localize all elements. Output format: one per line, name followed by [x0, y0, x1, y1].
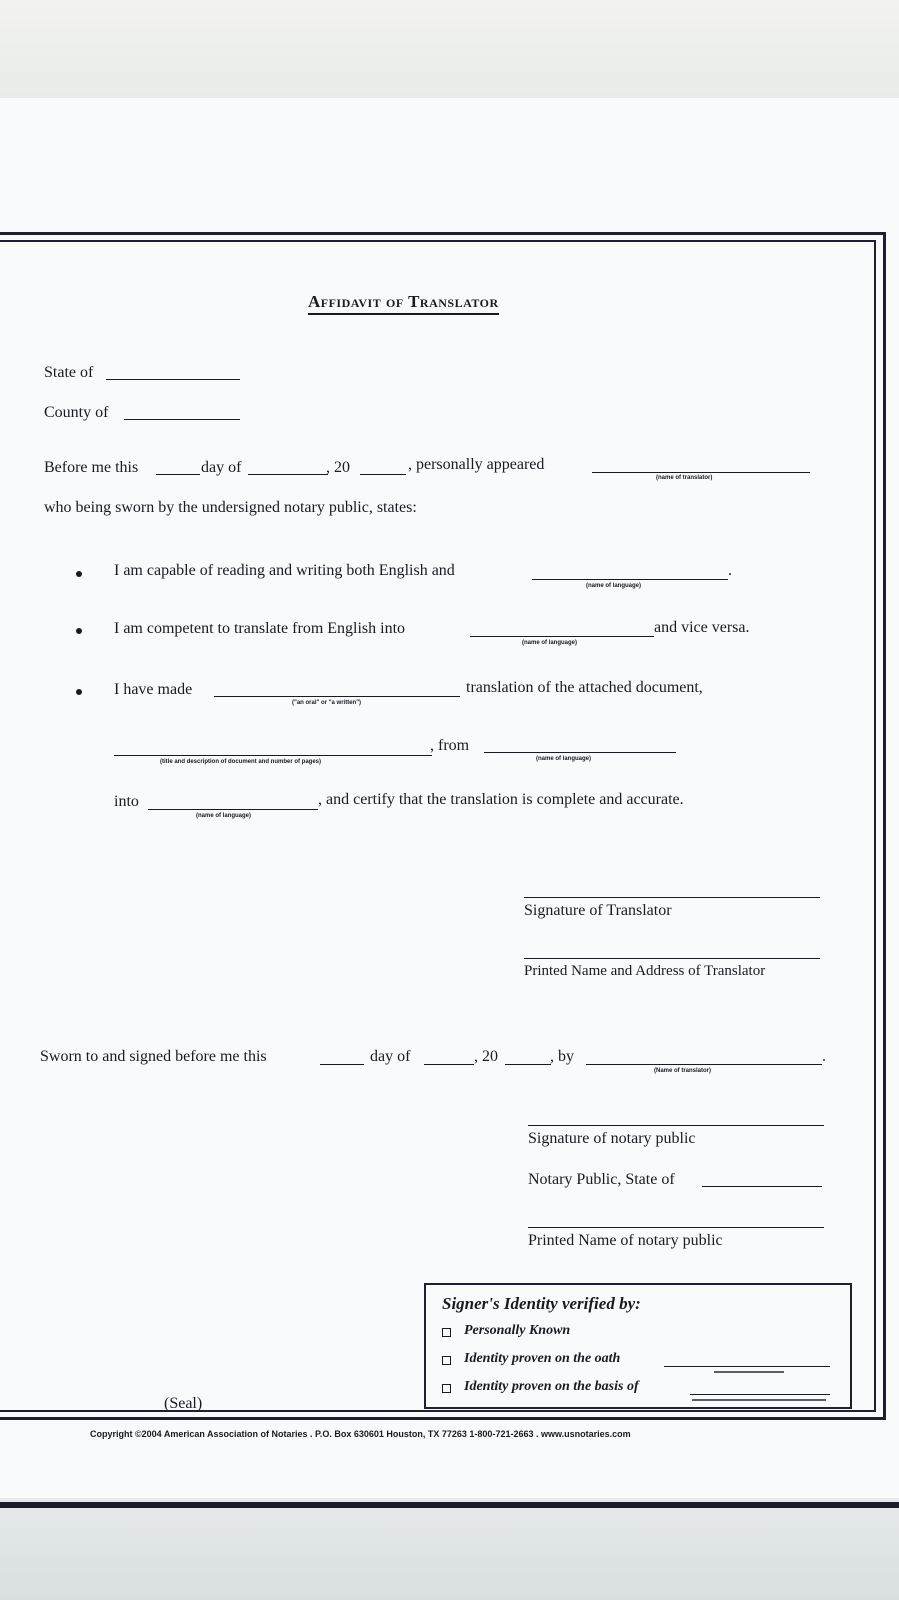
basis-checkbox[interactable]	[442, 1384, 451, 1393]
notary-state-field[interactable]	[702, 1186, 822, 1187]
form-border-inner	[0, 240, 876, 1412]
language-hint-1: (name of language)	[586, 583, 642, 589]
basis-document-field[interactable]	[690, 1394, 830, 1395]
language-hint-2: (name of language)	[522, 640, 578, 646]
translation-type-hint: ("an oral" or "a written")	[292, 700, 362, 706]
translator-printed-name-label: Printed Name and Address of Translator	[524, 963, 766, 979]
sworn-statement: who being sworn by the undersigned notary public, states:	[44, 499, 417, 516]
bullet-2	[76, 628, 82, 634]
sheet-bottom-edge	[0, 1498, 899, 1600]
day-of-label: day of	[201, 459, 242, 476]
notary-day-field[interactable]	[320, 1064, 364, 1065]
from-language-field[interactable]	[484, 752, 676, 753]
from-language-hint: (name of language)	[536, 756, 592, 762]
oath-checkbox[interactable]	[442, 1356, 451, 1365]
document-description-field[interactable]	[114, 755, 432, 756]
notary-signature-label: Signature of notary public	[528, 1130, 696, 1147]
notary-year-prefix: , 20	[474, 1048, 498, 1065]
personally-known-label: Personally Known	[464, 1323, 571, 1338]
translator-signature-label: Signature of Translator	[524, 902, 672, 919]
bottom-rule	[0, 1502, 899, 1508]
notary-printed-name-field[interactable]	[528, 1227, 824, 1228]
background-wall	[0, 0, 899, 98]
bullet-3-tail: translation of the attached document,	[466, 679, 703, 696]
bullet-1	[76, 571, 82, 577]
notary-line-period: .	[822, 1048, 826, 1065]
identity-box-title: Signer's Identity verified by:	[442, 1294, 641, 1313]
copyright-footer: Copyright ©2004 American Association of Notaries . P.O. Box 630601 Houston, TX 77263 1-800-721-2663 . www.usnotaries.com	[90, 1429, 631, 1439]
seal-label: (Seal)	[164, 1395, 203, 1412]
notary-translator-name-hint: (Name of translator)	[654, 1068, 712, 1074]
before-me-label: Before me this	[44, 459, 139, 476]
county-field[interactable]	[124, 419, 240, 420]
language-field-2[interactable]	[470, 636, 654, 637]
notary-translator-name-field[interactable]	[586, 1064, 822, 1065]
certify-text: , and certify that the translation is complete and accurate.	[318, 791, 684, 808]
state-field[interactable]	[106, 379, 240, 380]
translator-name-field[interactable]	[592, 472, 810, 473]
translator-signature-field[interactable]	[524, 897, 820, 898]
notary-printed-name-label: Printed Name of notary public	[528, 1232, 723, 1249]
into-label: into	[114, 793, 139, 810]
personally-known-checkbox[interactable]	[442, 1328, 451, 1337]
bullet-3-text: I have made	[114, 681, 193, 698]
document-description-hint: (title and description of document and number of pages)	[160, 759, 322, 765]
bullet-2-tail: and vice versa.	[654, 619, 750, 636]
translator-printed-name-field[interactable]	[524, 958, 820, 959]
notary-year-field[interactable]	[505, 1064, 551, 1065]
notary-state-label: Notary Public, State of	[528, 1171, 675, 1188]
into-language-field[interactable]	[148, 809, 318, 810]
day-field[interactable]	[156, 474, 200, 475]
by-label: , by	[550, 1048, 574, 1065]
bullet-3	[76, 689, 82, 695]
state-label: State of	[44, 364, 94, 381]
sworn-before-label: Sworn to and signed before me this	[40, 1048, 267, 1065]
bullet-1-text: I am capable of reading and writing both English and	[114, 562, 455, 579]
personally-appeared-label: , personally appeared	[408, 456, 545, 473]
year-field[interactable]	[360, 474, 406, 475]
month-field[interactable]	[248, 474, 328, 475]
year-prefix: , 20	[326, 459, 350, 476]
oath-witness-field[interactable]	[664, 1366, 830, 1367]
oath-witness-hint-mark	[714, 1371, 784, 1373]
oath-label: Identity proven on the oath	[464, 1351, 621, 1366]
basis-document-hint-mark	[692, 1399, 826, 1401]
from-label: , from	[430, 737, 470, 754]
county-label: County of	[44, 404, 109, 421]
language-field-1[interactable]	[532, 579, 728, 580]
bullet-1-period: .	[728, 562, 732, 579]
notary-day-of-label: day of	[370, 1048, 411, 1065]
into-language-hint: (name of language)	[196, 813, 252, 819]
document-title: Affidavit of Translator	[308, 292, 499, 315]
basis-label: Identity proven on the basis of	[464, 1379, 639, 1394]
notary-signature-field[interactable]	[528, 1125, 824, 1126]
bullet-2-text: I am competent to translate from English into	[114, 620, 406, 637]
translation-type-field[interactable]	[214, 696, 460, 697]
notary-month-field[interactable]	[424, 1064, 474, 1065]
translator-name-hint: (name of translator)	[656, 475, 713, 481]
